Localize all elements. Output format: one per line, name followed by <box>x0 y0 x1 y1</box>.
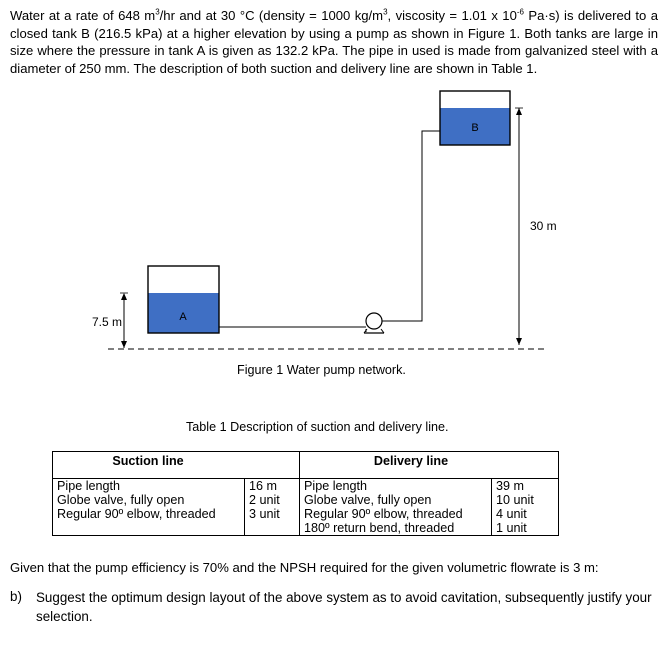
suction-items-cell <box>53 479 245 536</box>
delivery-item: 180º return bend, threaded <box>304 521 455 535</box>
delivery-line-header: Delivery line <box>300 452 559 479</box>
delivery-value: 39 m <box>496 479 524 493</box>
table-header-row <box>53 452 559 479</box>
tank-b-label: B <box>471 122 479 134</box>
delivery-value: 1 unit <box>496 521 527 535</box>
suction-item: Globe valve, fully open <box>57 493 185 507</box>
suction-item: Regular 90º elbow, threaded <box>57 507 216 521</box>
pump-icon <box>364 313 384 333</box>
delivery-values-cell <box>492 479 559 536</box>
table-caption: Table 1 Description of suction and delivery line. <box>186 420 449 434</box>
dimension-right <box>515 108 523 345</box>
suction-value: 3 unit <box>249 507 280 521</box>
description-table <box>52 451 559 536</box>
suction-value: 16 m <box>249 479 277 493</box>
delivery-pipe <box>382 131 440 321</box>
dimension-right-label: 30 m <box>530 219 557 233</box>
delivery-value: 4 unit <box>496 507 527 521</box>
suction-line-header: Suction line <box>53 452 300 479</box>
given-statement: Given that the pump efficiency is 70% and the NPSH required for the given volumetric flowrate is 3 m: <box>10 560 599 575</box>
figure-caption: Figure 1 Water pump network. <box>237 363 406 377</box>
delivery-value: 10 unit <box>496 493 534 507</box>
suction-item: Pipe length <box>57 479 121 493</box>
dimension-left-label: 7.5 m <box>92 315 123 329</box>
delivery-item: Regular 90º elbow, threaded <box>304 507 463 521</box>
question-text: Suggest the optimum design layout of the above system as to avoid cavitation, subsequently justify your selection. <box>36 590 652 624</box>
delivery-item: Pipe length <box>304 479 368 493</box>
delivery-items-cell <box>300 479 492 536</box>
delivery-item: Globe valve, fully open <box>304 493 432 507</box>
suction-values-cell <box>245 479 300 536</box>
table-body-row <box>53 479 559 536</box>
problem-statement: Water at a rate of 648 $m^3/hr$ and at 30 °C (density = 1000 $kg/m^3$, viscosity = 1.01 x $10^{-6}$ Pa·s) is delivered to a closed tank B (216.5 kPa) at a higher elevation by using a pump as shown in Figure 1. Both tanks are large in size where the pressure in tank A is given as 132.2 kPa. The pipe in used is made from galvanized steel with a diameter of 250 mm. The description of both suction and delivery line are shown in Table 1. <box>10 7 659 76</box>
question-label: b) <box>10 589 22 604</box>
tank-a-label: A <box>179 311 187 323</box>
suction-value: 2 unit <box>249 493 280 507</box>
